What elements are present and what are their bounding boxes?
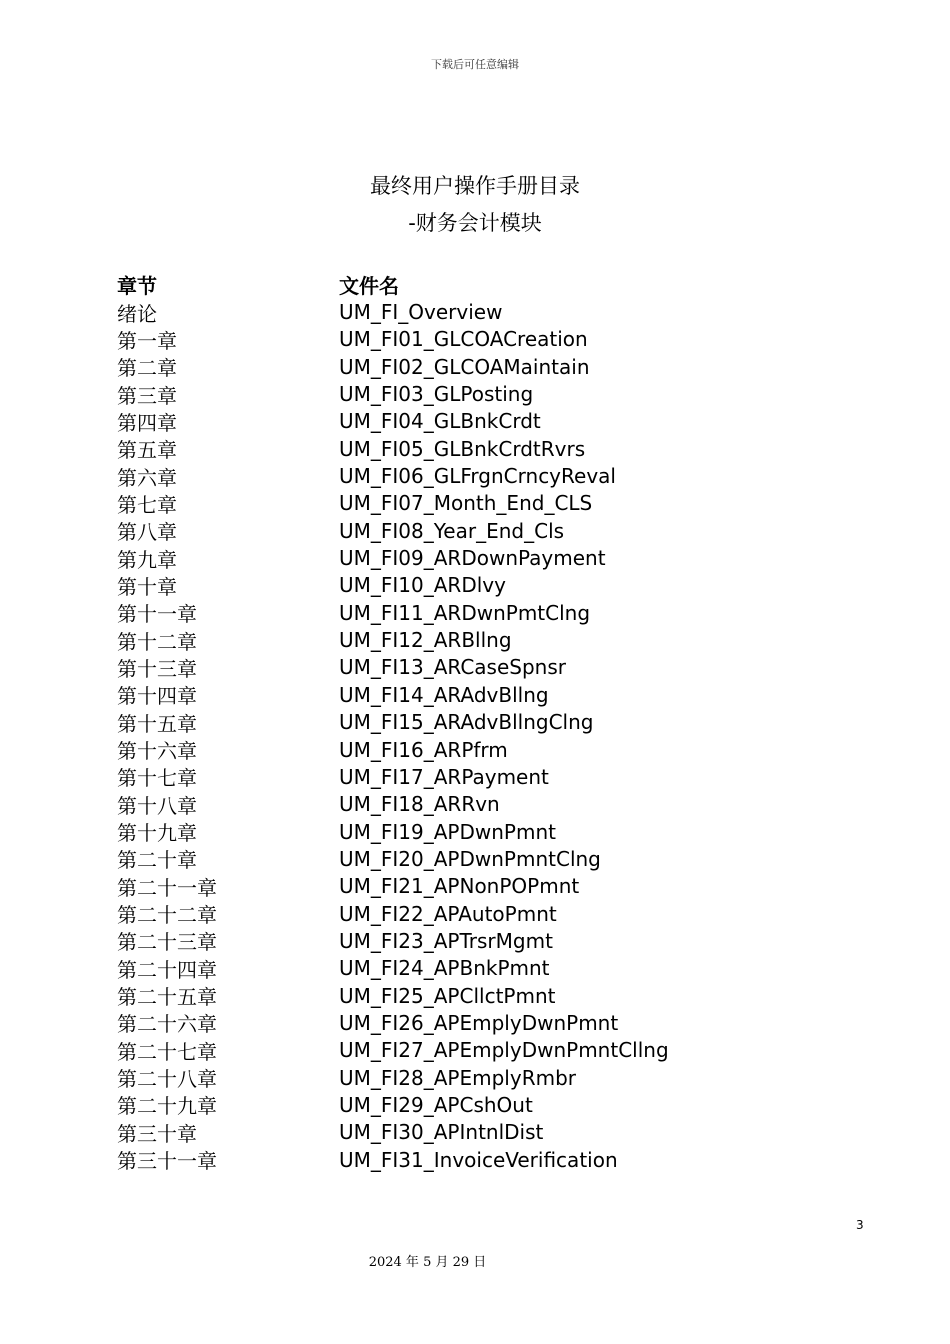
chapter-label: 第十三章	[117, 656, 197, 681]
chapter-label: 绪论	[117, 301, 157, 326]
toc-row	[117, 298, 757, 325]
page-number: 3	[856, 1218, 864, 1232]
table-of-contents	[117, 271, 757, 1173]
toc-row	[117, 408, 757, 435]
toc-row	[117, 326, 757, 353]
chapter-label: 第十六章	[117, 739, 197, 764]
chapter-label: 第二十一章	[117, 875, 217, 900]
column-header-file: 文件名	[339, 274, 399, 299]
header-note: 下载后可任意编辑	[431, 58, 519, 71]
chapter-label: 第十章	[117, 574, 177, 599]
toc-row	[117, 654, 757, 681]
chapter-label: 第九章	[117, 547, 177, 572]
file-name: UM_FI13_ARCaseSpnsr	[339, 655, 566, 680]
file-name: UM_FI20_APDwnPmntClng	[339, 846, 601, 871]
file-name: UM_FI17_ARPayment	[339, 764, 549, 789]
chapter-label: 第二十九章	[117, 1094, 217, 1119]
toc-row	[117, 1091, 757, 1118]
toc-row	[117, 1037, 757, 1064]
toc-row	[117, 572, 757, 599]
file-name: UM_FI04_GLBnkCrdt	[339, 409, 541, 434]
chapter-label: 第二十三章	[117, 930, 217, 955]
file-name: UM_FI09_ARDownPayment	[339, 546, 606, 571]
toc-row	[117, 435, 757, 462]
file-name: UM_FI26_APEmplyDwnPmnt	[339, 1010, 619, 1035]
file-name: UM_FI21_APNonPOPmnt	[339, 874, 580, 899]
document-subtitle: -财务会计模块	[408, 211, 542, 235]
chapter-label: 第十七章	[117, 766, 197, 791]
chapter-label: 第三十章	[117, 1121, 197, 1146]
toc-row	[117, 900, 757, 927]
chapter-label: 第二十章	[117, 848, 197, 873]
file-name: UM_FI27_APEmplyDwnPmntCllng	[339, 1038, 669, 1063]
chapter-label: 第二十五章	[117, 985, 217, 1010]
file-name: UM_FI08_Year_End_Cls	[339, 518, 565, 543]
toc-row	[117, 736, 757, 763]
file-name: UM_FI05_GLBnkCrdtRvrs	[339, 436, 586, 461]
toc-row	[117, 626, 757, 653]
toc-row	[117, 1064, 757, 1091]
file-name: UM_FI23_APTrsrMgmt	[339, 928, 553, 953]
file-name: UM_FI10_ARDlvy	[339, 573, 506, 598]
toc-row	[117, 544, 757, 571]
chapter-label: 第三十一章	[117, 1149, 217, 1174]
toc-row	[117, 681, 757, 708]
chapter-label: 第十五章	[117, 711, 197, 736]
toc-row	[117, 353, 757, 380]
toc-rows	[117, 298, 757, 1173]
toc-row	[117, 380, 757, 407]
file-name: UM_FI29_APCshOut	[339, 1092, 533, 1117]
file-name: UM_FI02_GLCOAMaintain	[339, 354, 590, 379]
file-name: UM_FI11_ARDwnPmtClng	[339, 600, 591, 625]
file-name: UM_FI31_InvoiceVerification	[339, 1147, 618, 1172]
toc-row	[117, 818, 757, 845]
file-name: UM_FI30_APIntnlDist	[339, 1120, 544, 1145]
chapter-label: 第三章	[117, 383, 177, 408]
chapter-label: 第四章	[117, 410, 177, 435]
chapter-label: 第五章	[117, 438, 177, 463]
chapter-label: 第二十二章	[117, 903, 217, 928]
toc-header-row	[117, 271, 757, 298]
toc-row	[117, 955, 757, 982]
toc-row	[117, 1146, 757, 1173]
toc-row	[117, 490, 757, 517]
toc-row	[117, 791, 757, 818]
file-name: UM_FI28_APEmplyRmbr	[339, 1065, 576, 1090]
file-name: UM_FI07_Month_End_CLS	[339, 491, 593, 516]
chapter-label: 第二十七章	[117, 1039, 217, 1064]
file-name: UM_FI15_ARAdvBllngClng	[339, 710, 594, 735]
file-name: UM_FI16_ARPfrm	[339, 737, 508, 762]
file-name: UM_FI01_GLCOACreation	[339, 327, 588, 352]
file-name: UM_FI25_APCllctPmnt	[339, 983, 556, 1008]
chapter-label: 第七章	[117, 492, 177, 517]
toc-row	[117, 927, 757, 954]
chapter-label: 第二十六章	[117, 1012, 217, 1037]
chapter-label: 第十八章	[117, 793, 197, 818]
chapter-label: 第一章	[117, 328, 177, 353]
file-name: UM_FI22_APAutoPmnt	[339, 901, 557, 926]
file-name: UM_FI03_GLPosting	[339, 382, 534, 407]
toc-row	[117, 517, 757, 544]
footer-date: 2024 年 5 月 29 日	[368, 1255, 487, 1270]
chapter-label: 第十九章	[117, 821, 197, 846]
file-name: UM_FI12_ARBllng	[339, 628, 512, 653]
toc-row	[117, 873, 757, 900]
document-title: 最终用户操作手册目录	[370, 174, 580, 198]
toc-row	[117, 709, 757, 736]
file-name: UM_FI06_GLFrgnCrncyReval	[339, 464, 616, 489]
file-name: UM_FI18_ARRvn	[339, 792, 500, 817]
chapter-label: 第十四章	[117, 684, 197, 709]
chapter-label: 第六章	[117, 465, 177, 490]
toc-row	[117, 982, 757, 1009]
toc-row	[117, 763, 757, 790]
toc-row	[117, 845, 757, 872]
file-name: UM_FI14_ARAdvBllng	[339, 682, 549, 707]
toc-row	[117, 462, 757, 489]
chapter-label: 第八章	[117, 520, 177, 545]
chapter-label: 第二章	[117, 356, 177, 381]
toc-row	[117, 1009, 757, 1036]
toc-row	[117, 1119, 757, 1146]
column-header-chapter: 章节	[117, 274, 157, 299]
file-name: UM_FI24_APBnkPmnt	[339, 956, 550, 981]
file-name: UM_FI_Overview	[339, 300, 503, 325]
chapter-label: 第十二章	[117, 629, 197, 654]
chapter-label: 第十一章	[117, 602, 197, 627]
chapter-label: 第二十八章	[117, 1067, 217, 1092]
toc-row	[117, 599, 757, 626]
chapter-label: 第二十四章	[117, 957, 217, 982]
file-name: UM_FI19_APDwnPmnt	[339, 819, 556, 844]
